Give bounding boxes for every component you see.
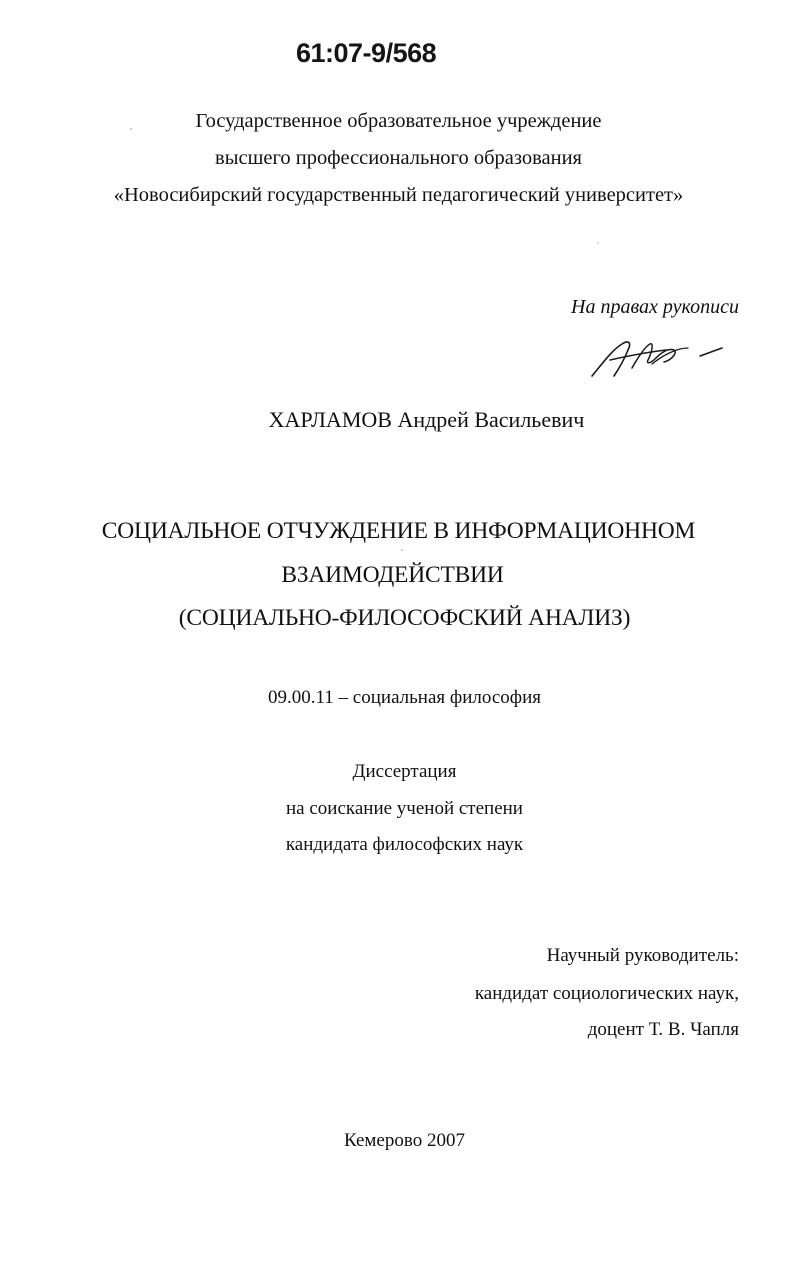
dissertation-title-line-1: СОЦИАЛЬНОЕ ОТЧУЖДЕНИЕ В ИНФОРМАЦИОННОМ (101, 518, 696, 544)
degree-name: кандидата философских наук (285, 834, 524, 855)
degree-purpose: на соискание ученой степени (286, 798, 523, 819)
dissertation-title-line-2: ВЗАИМОДЕЙСТВИИ (281, 562, 504, 588)
dissertation-type: Диссертация (352, 761, 457, 782)
author-name: ХАРЛАМОВ Андрей Васильевич (268, 407, 585, 432)
author-signature (588, 334, 728, 382)
organization-line-1: Государственное образовательное учреждение (195, 110, 602, 132)
supervisor-label: Научный руководитель: (546, 945, 739, 966)
supervisor-name: доцент Т. В. Чапля (587, 1019, 739, 1040)
dissertation-title-line-3: (СОЦИАЛЬНО-ФИЛОСОФСКИЙ АНАЛИЗ) (178, 605, 631, 631)
manuscript-note: На правах рукописи (571, 296, 739, 318)
city-year: Кемерово 2007 (344, 1130, 465, 1151)
specialty-code: 09.00.11 – социальная философия (268, 687, 541, 708)
supervisor-degree: кандидат социологических наук, (474, 983, 739, 1004)
organization-line-3: «Новосибирский государственный педагогический университет» (113, 184, 684, 206)
library-stamp-number: 61:07-9/568 (296, 38, 437, 68)
organization-line-2: высшего профессионального образования (215, 147, 582, 169)
